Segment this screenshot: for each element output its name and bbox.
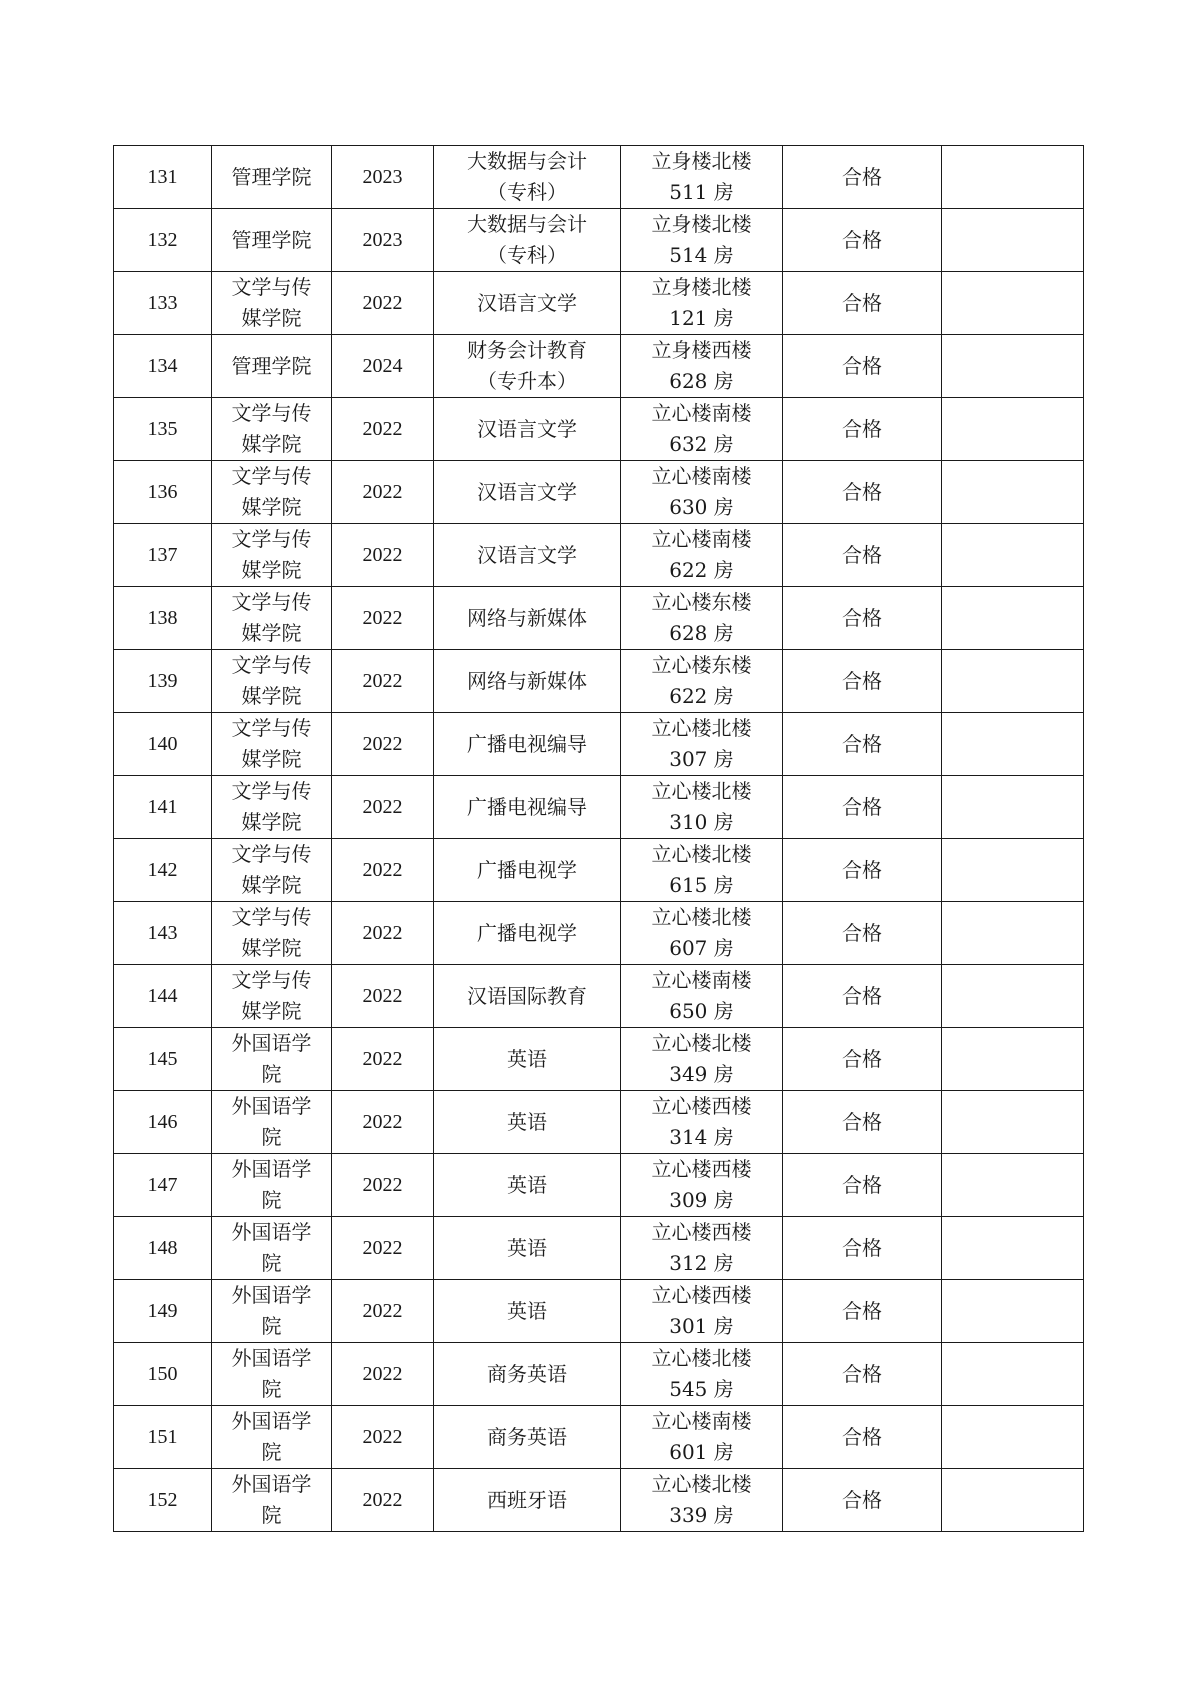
inspection-result-cell: 合格 (783, 776, 942, 839)
college-cell (212, 209, 332, 272)
college-cell-line: 外国语学 (231, 1472, 312, 1496)
remark-cell (942, 713, 1084, 776)
table-row (114, 1217, 1084, 1280)
major-cell (434, 1406, 621, 1469)
college-cell (212, 461, 332, 524)
college-cell-line: 媒学院 (241, 810, 302, 834)
dorm-room-cell (621, 776, 783, 839)
major-cell-line: 英语 (507, 1172, 547, 1197)
dorm-room-cell (621, 1028, 783, 1091)
dorm-room-cell-line: 514 房 (669, 243, 734, 267)
major-cell (434, 713, 621, 776)
table-row (114, 398, 1084, 461)
row-number-cell: 150 (114, 1343, 212, 1406)
dorm-room-cell-line: 立心楼西楼 (651, 1220, 752, 1244)
dorm-room-cell (621, 1217, 783, 1280)
dorm-room-cell-line: 立心楼东楼 (651, 590, 752, 614)
inspection-result-cell: 合格 (783, 902, 942, 965)
major-cell (434, 776, 621, 839)
major-cell (434, 209, 621, 272)
year-cell: 2022 (332, 1091, 434, 1154)
inspection-result-cell: 合格 (783, 965, 942, 1028)
row-number-cell: 131 (114, 146, 212, 209)
dorm-room-cell-line: 立身楼北楼 (651, 212, 752, 236)
major-cell (434, 146, 621, 209)
major-cell-line: 大数据与会计 (467, 212, 587, 236)
row-number-cell: 133 (114, 272, 212, 335)
dorm-room-cell-line: 628 房 (669, 369, 734, 393)
major-cell (434, 650, 621, 713)
remark-cell (942, 272, 1084, 335)
major-cell (434, 587, 621, 650)
major-cell-line: 网络与新媒体 (467, 668, 587, 693)
row-number-cell: 136 (114, 461, 212, 524)
year-cell: 2022 (332, 1343, 434, 1406)
row-number-cell: 132 (114, 209, 212, 272)
college-cell-line: 外国语学 (231, 1157, 312, 1181)
dorm-room-cell-line: 立心楼北楼 (651, 716, 752, 740)
college-cell-line: 院 (261, 1062, 282, 1086)
dorm-room-cell-line: 314 房 (669, 1125, 734, 1149)
row-number-cell: 141 (114, 776, 212, 839)
table-row (114, 1280, 1084, 1343)
dorm-room-cell-line: 立心楼南楼 (651, 527, 752, 551)
major-cell-line: 英语 (507, 1046, 547, 1071)
major-cell (434, 524, 621, 587)
year-cell: 2022 (332, 839, 434, 902)
row-number-cell: 151 (114, 1406, 212, 1469)
major-cell-line: 汉语国际教育 (467, 983, 587, 1008)
inspection-result-cell: 合格 (783, 398, 942, 461)
dorm-room-cell-line: 立身楼北楼 (651, 149, 752, 173)
college-cell-line: 文学与传 (231, 968, 312, 992)
college-cell-line: 文学与传 (231, 590, 312, 614)
remark-cell (942, 650, 1084, 713)
major-cell-line: 广播电视编导 (467, 794, 587, 819)
college-cell-line: 文学与传 (231, 779, 312, 803)
college-cell-line: 院 (261, 1503, 282, 1527)
college-cell-line: 媒学院 (241, 621, 302, 645)
major-cell-line: 大数据与会计 (467, 149, 587, 173)
dorm-room-cell-line: 121 房 (669, 306, 734, 330)
college-cell-line: 媒学院 (241, 306, 302, 330)
remark-cell (942, 965, 1084, 1028)
remark-cell (942, 1154, 1084, 1217)
remark-cell (942, 839, 1084, 902)
table-row (114, 146, 1084, 209)
college-cell (212, 1280, 332, 1343)
dorm-room-cell-line: 立心楼南楼 (651, 1409, 752, 1433)
row-number-cell: 140 (114, 713, 212, 776)
major-cell-line: 汉语言文学 (477, 479, 577, 504)
row-number-cell: 152 (114, 1469, 212, 1532)
dorm-room-cell-line: 650 房 (669, 999, 734, 1023)
college-cell (212, 713, 332, 776)
inspection-result-cell: 合格 (783, 1217, 942, 1280)
dorm-room-cell-line: 632 房 (669, 432, 734, 456)
dorm-room-cell-line: 立心楼北楼 (651, 905, 752, 929)
dorm-room-cell (621, 1343, 783, 1406)
major-cell (434, 1343, 621, 1406)
major-cell-line: 财务会计教育 (467, 338, 587, 362)
inspection-result-cell: 合格 (783, 1028, 942, 1091)
major-cell-line: （专科） (487, 243, 567, 267)
row-number-cell: 145 (114, 1028, 212, 1091)
college-cell-line: 媒学院 (241, 873, 302, 897)
dorm-room-cell-line: 立心楼西楼 (651, 1283, 752, 1307)
year-cell: 2022 (332, 902, 434, 965)
table-row (114, 1028, 1084, 1091)
row-number-cell: 142 (114, 839, 212, 902)
year-cell: 2022 (332, 650, 434, 713)
table-row (114, 1469, 1084, 1532)
dorm-room-cell-line: 立心楼西楼 (651, 1157, 752, 1181)
inspection-result-cell: 合格 (783, 461, 942, 524)
college-cell (212, 1154, 332, 1217)
table-row (114, 272, 1084, 335)
college-cell (212, 272, 332, 335)
year-cell: 2023 (332, 146, 434, 209)
dorm-room-cell-line: 立心楼南楼 (651, 464, 752, 488)
major-cell-line: 广播电视学 (477, 857, 577, 882)
major-cell (434, 1091, 621, 1154)
remark-cell (942, 1217, 1084, 1280)
college-cell (212, 1469, 332, 1532)
remark-cell (942, 209, 1084, 272)
college-cell-line: 媒学院 (241, 558, 302, 582)
year-cell: 2022 (332, 1154, 434, 1217)
year-cell: 2022 (332, 1406, 434, 1469)
dorm-room-cell-line: 601 房 (669, 1440, 734, 1464)
remark-cell (942, 1028, 1084, 1091)
dorm-room-cell (621, 839, 783, 902)
inspection-result-cell: 合格 (783, 1280, 942, 1343)
dorm-room-cell-line: 628 房 (669, 621, 734, 645)
year-cell: 2022 (332, 776, 434, 839)
table-row (114, 1343, 1084, 1406)
row-number-cell: 147 (114, 1154, 212, 1217)
inspection-result-cell: 合格 (783, 713, 942, 776)
year-cell: 2022 (332, 461, 434, 524)
year-cell: 2022 (332, 965, 434, 1028)
dorm-room-cell (621, 1406, 783, 1469)
dorm-room-cell-line: 312 房 (669, 1251, 734, 1275)
dorm-room-cell (621, 146, 783, 209)
college-cell-line: 文学与传 (231, 905, 312, 929)
row-number-cell: 148 (114, 1217, 212, 1280)
major-cell (434, 461, 621, 524)
year-cell: 2022 (332, 1028, 434, 1091)
major-cell-line: 西班牙语 (487, 1487, 567, 1512)
dorm-room-cell (621, 1469, 783, 1532)
dorm-room-cell (621, 587, 783, 650)
dorm-room-cell-line: 630 房 (669, 495, 734, 519)
remark-cell (942, 587, 1084, 650)
major-cell (434, 839, 621, 902)
college-cell-line: 文学与传 (231, 464, 312, 488)
major-cell-line: 汉语言文学 (477, 416, 577, 441)
major-cell-line: 汉语言文学 (477, 542, 577, 567)
dorm-room-cell (621, 461, 783, 524)
college-cell-line: 外国语学 (231, 1346, 312, 1370)
college-cell (212, 1028, 332, 1091)
college-cell-line: 媒学院 (241, 495, 302, 519)
dorm-room-cell-line: 307 房 (669, 747, 734, 771)
college-cell (212, 398, 332, 461)
inspection-result-cell: 合格 (783, 839, 942, 902)
major-cell-line: 汉语言文学 (477, 290, 577, 315)
college-cell-line: 媒学院 (241, 936, 302, 960)
inspection-result-cell: 合格 (783, 524, 942, 587)
major-cell (434, 902, 621, 965)
remark-cell (942, 1280, 1084, 1343)
college-cell-line: 文学与传 (231, 716, 312, 740)
dorm-room-cell (621, 335, 783, 398)
major-cell-line: 广播电视编导 (467, 731, 587, 756)
college-cell-line: 文学与传 (231, 275, 312, 299)
dorm-room-cell-line: 立身楼北楼 (651, 275, 752, 299)
college-cell (212, 524, 332, 587)
dorm-room-cell-line: 立身楼西楼 (651, 338, 752, 362)
table-row (114, 1091, 1084, 1154)
college-cell-line: 外国语学 (231, 1220, 312, 1244)
college-cell (212, 146, 332, 209)
inspection-result-cell: 合格 (783, 1343, 942, 1406)
major-cell (434, 965, 621, 1028)
remark-cell (942, 1406, 1084, 1469)
inspection-result-cell: 合格 (783, 146, 942, 209)
college-cell-line: 媒学院 (241, 747, 302, 771)
college-cell-line: 文学与传 (231, 401, 312, 425)
year-cell: 2022 (332, 524, 434, 587)
dorm-room-cell-line: 339 房 (669, 1503, 734, 1527)
table-body (114, 146, 1084, 1532)
major-cell (434, 398, 621, 461)
major-cell-line: 商务英语 (487, 1361, 567, 1386)
dorm-room-cell (621, 209, 783, 272)
year-cell: 2022 (332, 272, 434, 335)
year-cell: 2022 (332, 587, 434, 650)
row-number-cell: 143 (114, 902, 212, 965)
table-row (114, 650, 1084, 713)
major-cell (434, 272, 621, 335)
college-cell (212, 1406, 332, 1469)
college-cell-line: 院 (261, 1188, 282, 1212)
dorm-room-cell-line: 立心楼东楼 (651, 653, 752, 677)
major-cell (434, 1154, 621, 1217)
inspection-result-cell: 合格 (783, 1091, 942, 1154)
college-cell (212, 1091, 332, 1154)
row-number-cell: 134 (114, 335, 212, 398)
row-number-cell: 146 (114, 1091, 212, 1154)
dorm-room-cell-line: 310 房 (669, 810, 734, 834)
dorm-room-cell (621, 398, 783, 461)
year-cell: 2022 (332, 1217, 434, 1280)
college-cell-line: 媒学院 (241, 999, 302, 1023)
major-cell-line: 英语 (507, 1298, 547, 1323)
college-cell-line: 外国语学 (231, 1031, 312, 1055)
major-cell-line: 英语 (507, 1109, 547, 1134)
college-cell (212, 650, 332, 713)
row-number-cell: 149 (114, 1280, 212, 1343)
row-number-cell: 135 (114, 398, 212, 461)
dorm-room-cell-line: 立心楼北楼 (651, 1031, 752, 1055)
major-cell (434, 335, 621, 398)
table-row (114, 839, 1084, 902)
college-cell-line: 媒学院 (241, 684, 302, 708)
dorm-room-cell-line: 349 房 (669, 1062, 734, 1086)
college-cell-line: 外国语学 (231, 1094, 312, 1118)
major-cell-line: 广播电视学 (477, 920, 577, 945)
row-number-cell: 138 (114, 587, 212, 650)
remark-cell (942, 776, 1084, 839)
dorm-room-cell-line: 309 房 (669, 1188, 734, 1212)
remark-cell (942, 1091, 1084, 1154)
table-row (114, 1406, 1084, 1469)
table-row (114, 209, 1084, 272)
inspection-result-cell: 合格 (783, 1469, 942, 1532)
dorm-room-cell-line: 607 房 (669, 936, 734, 960)
dorm-room-cell-line: 立心楼北楼 (651, 779, 752, 803)
college-cell-line: 文学与传 (231, 653, 312, 677)
remark-cell (942, 1469, 1084, 1532)
remark-cell (942, 524, 1084, 587)
major-cell-line: 商务英语 (487, 1424, 567, 1449)
major-cell (434, 1280, 621, 1343)
row-number-cell: 139 (114, 650, 212, 713)
major-cell-line: （专升本） (477, 369, 577, 393)
inspection-result-cell: 合格 (783, 209, 942, 272)
table-row (114, 335, 1084, 398)
remark-cell (942, 1343, 1084, 1406)
dorm-room-cell (621, 713, 783, 776)
table-row (114, 776, 1084, 839)
dorm-room-cell-line: 立心楼北楼 (651, 1346, 752, 1370)
dorm-room-cell-line: 622 房 (669, 684, 734, 708)
college-cell-line: 文学与传 (231, 527, 312, 551)
inspection-result-cell: 合格 (783, 1154, 942, 1217)
dorm-room-cell-line: 立心楼南楼 (651, 401, 752, 425)
year-cell: 2022 (332, 398, 434, 461)
dorm-room-cell (621, 1154, 783, 1217)
college-cell (212, 965, 332, 1028)
college-cell-line: 外国语学 (231, 1283, 312, 1307)
college-cell (212, 902, 332, 965)
college-cell-line: 文学与传 (231, 842, 312, 866)
college-cell-line: 管理学院 (231, 353, 312, 378)
dorm-room-cell-line: 615 房 (669, 873, 734, 897)
dorm-room-cell (621, 902, 783, 965)
college-cell (212, 1343, 332, 1406)
inspection-result-cell: 合格 (783, 1406, 942, 1469)
remark-cell (942, 461, 1084, 524)
dorm-room-cell-line: 511 房 (669, 180, 734, 204)
year-cell: 2022 (332, 713, 434, 776)
dorm-room-cell (621, 524, 783, 587)
major-cell (434, 1028, 621, 1091)
table-row (114, 1154, 1084, 1217)
inspection-result-cell: 合格 (783, 650, 942, 713)
major-cell-line: （专科） (487, 180, 567, 204)
college-cell (212, 335, 332, 398)
dorm-room-cell-line: 立心楼北楼 (651, 842, 752, 866)
table-row (114, 524, 1084, 587)
table-row (114, 461, 1084, 524)
inspection-result-cell: 合格 (783, 587, 942, 650)
dorm-room-cell (621, 1091, 783, 1154)
college-cell-line: 院 (261, 1251, 282, 1275)
dorm-room-cell-line: 545 房 (669, 1377, 734, 1401)
college-cell (212, 1217, 332, 1280)
table-row (114, 587, 1084, 650)
row-number-cell: 144 (114, 965, 212, 1028)
table-row (114, 713, 1084, 776)
dorm-room-cell-line: 301 房 (669, 1314, 734, 1338)
dorm-room-cell (621, 272, 783, 335)
dorm-room-cell-line: 立心楼北楼 (651, 1472, 752, 1496)
college-cell-line: 媒学院 (241, 432, 302, 456)
table-row (114, 902, 1084, 965)
college-cell-line: 院 (261, 1377, 282, 1401)
college-cell-line: 管理学院 (231, 164, 312, 189)
remark-cell (942, 146, 1084, 209)
college-cell-line: 管理学院 (231, 227, 312, 252)
dorm-room-cell (621, 1280, 783, 1343)
remark-cell (942, 335, 1084, 398)
dorm-room-cell (621, 650, 783, 713)
dormitory-inspection-table (113, 145, 1084, 1532)
dorm-room-cell-line: 立心楼南楼 (651, 968, 752, 992)
college-cell-line: 院 (261, 1440, 282, 1464)
row-number-cell: 137 (114, 524, 212, 587)
college-cell (212, 776, 332, 839)
major-cell (434, 1469, 621, 1532)
college-cell-line: 院 (261, 1314, 282, 1338)
remark-cell (942, 398, 1084, 461)
remark-cell (942, 902, 1084, 965)
major-cell-line: 网络与新媒体 (467, 605, 587, 630)
dorm-room-cell-line: 622 房 (669, 558, 734, 582)
college-cell-line: 院 (261, 1125, 282, 1149)
year-cell: 2023 (332, 209, 434, 272)
year-cell: 2024 (332, 335, 434, 398)
college-cell (212, 587, 332, 650)
inspection-result-cell: 合格 (783, 272, 942, 335)
college-cell-line: 外国语学 (231, 1409, 312, 1433)
inspection-result-cell: 合格 (783, 335, 942, 398)
college-cell (212, 839, 332, 902)
year-cell: 2022 (332, 1280, 434, 1343)
year-cell: 2022 (332, 1469, 434, 1532)
dorm-room-cell-line: 立心楼西楼 (651, 1094, 752, 1118)
dorm-room-cell (621, 965, 783, 1028)
major-cell-line: 英语 (507, 1235, 547, 1260)
major-cell (434, 1217, 621, 1280)
table-row (114, 965, 1084, 1028)
